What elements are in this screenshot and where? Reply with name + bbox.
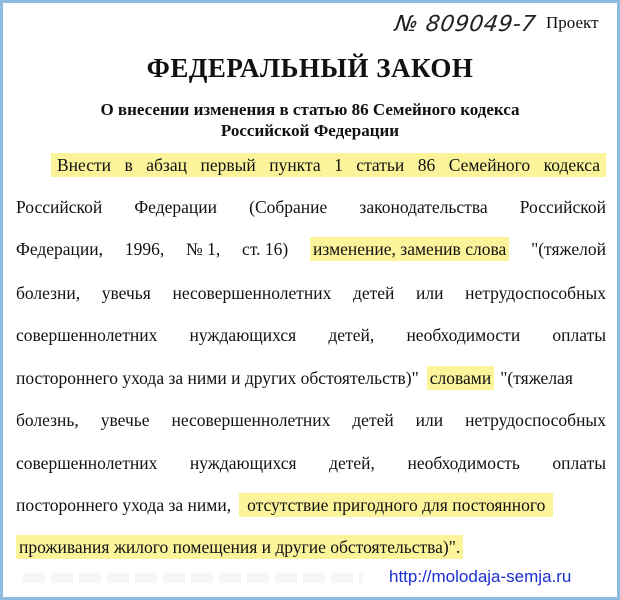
highlighted-text: словами xyxy=(427,366,495,390)
body-word: совершеннолетних xyxy=(16,325,158,345)
body-word: (Собрание xyxy=(249,197,328,217)
body-word: Российской xyxy=(519,197,606,217)
body-word: детей xyxy=(352,283,395,303)
body-word: 1996, xyxy=(124,239,165,259)
body-word: несовершеннолетних xyxy=(172,283,332,303)
body-word: необходимости xyxy=(406,325,521,345)
body-word: оплаты xyxy=(552,453,606,473)
body-word: нетрудоспособных xyxy=(465,283,606,303)
highlighted-text: изменение, заменив слова xyxy=(310,237,509,261)
body-word: детей, xyxy=(328,325,375,345)
faded-scan-text xyxy=(23,573,363,583)
body-word: болезни, xyxy=(16,283,81,303)
body-word: детей xyxy=(352,410,394,430)
body-line-7 xyxy=(16,408,606,432)
handwritten-registration-number: № 809049-7 xyxy=(393,12,538,37)
website-link[interactable]: http://molodaja-semja.ru xyxy=(389,567,572,586)
body-word: несовершеннолетних xyxy=(171,410,331,430)
body-word: Федерации, xyxy=(16,239,104,259)
body-word: нуждающихся xyxy=(189,325,297,345)
body-word: увечье xyxy=(100,410,150,430)
subtitle-line-2: Российской Федерации xyxy=(220,121,400,140)
body-line-1 xyxy=(51,153,606,177)
body-line-8 xyxy=(16,451,606,475)
body-line-6 xyxy=(16,366,606,390)
body-word: или xyxy=(416,283,444,303)
body-word: совершеннолетних xyxy=(16,453,158,473)
body-line-9 xyxy=(16,493,606,517)
body-line-4 xyxy=(16,281,606,305)
body-word: нетрудоспособных xyxy=(465,410,606,430)
body-word: законодательства xyxy=(359,197,488,217)
body-word: Российской xyxy=(16,197,103,217)
body-line-10 xyxy=(16,535,606,559)
body-line-2 xyxy=(16,195,606,219)
subtitle-line-1: О внесении изменения в статью 86 Семейного кодекса xyxy=(100,100,520,119)
body-word: "(тяжелой xyxy=(531,239,606,259)
highlighted-text: проживания жилого помещения и другие обстоятельства)". xyxy=(16,535,463,559)
page-title: ФЕДЕРАЛЬНЫЙ ЗАКОН xyxy=(146,53,474,83)
body-line-5 xyxy=(16,323,606,347)
body-word: Федерации xyxy=(134,197,218,217)
body-word: "(тяжелая xyxy=(500,368,573,388)
highlighted-text: отсутствие пригодного для постоянного xyxy=(239,493,553,517)
body-word: или xyxy=(415,410,444,430)
body-word: нуждающихся xyxy=(189,453,297,473)
body-word: оплаты xyxy=(552,325,606,345)
body-word: постороннего ухода за ними, xyxy=(16,495,232,515)
body-word: ст. 16) xyxy=(242,239,289,259)
body-word: увечья xyxy=(101,283,151,303)
body-word: необходимость xyxy=(407,453,520,473)
body-word: болезнь, xyxy=(16,410,79,430)
highlighted-text: Внести в абзац первый пункта 1 статьи 86 Семейного кодекса xyxy=(51,153,606,177)
document-subtitle xyxy=(3,99,617,141)
body-word: постороннего ухода за ними и других обстоятельств)" xyxy=(16,368,419,388)
body-line-3 xyxy=(16,237,606,261)
status-label: Проект xyxy=(546,13,599,32)
body-word: № 1, xyxy=(186,239,221,259)
body-word: детей, xyxy=(329,453,375,473)
